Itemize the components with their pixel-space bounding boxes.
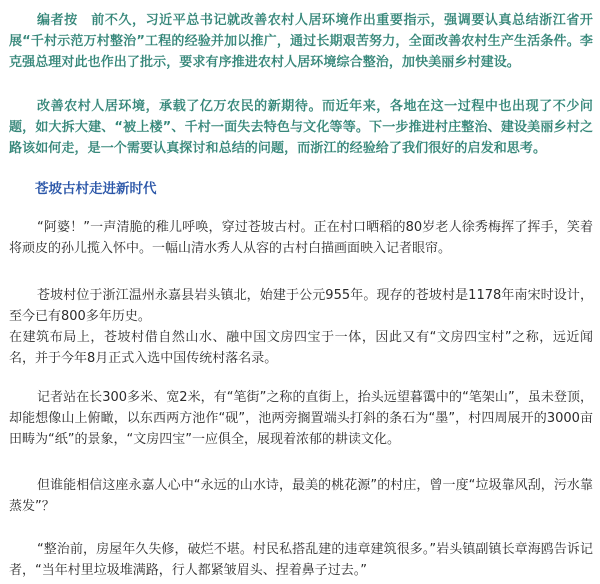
article-paragraph-2: 苍坡村位于浙江温州永嘉县岩头镇北，始建于公元955年。现存的苍坡村是1178年南宋时设计，至今已有800多年历史。 — [9, 288, 593, 324]
editor-note-paragraph-2: 改善农村人居环境，承载了亿万农民的新期待。而近年来，各地在这一过程中也出现了不少问题，如大拆大建、“被上楼”、千村一面失去特色与文化等等。下一步推进村庄整治、建设美丽乡村之路该如何走，是一个需要认真探讨和总结的问题，而浙江的经验给了我们很好的启发和思考。 — [9, 99, 593, 156]
article-paragraph-5: 但谁能相信这座永嘉人心中“永远的山水诗，最美的桃花源”的村庄，曾一度“垃圾靠风刮，污水靠蒸发”？ — [9, 478, 593, 514]
editor-note-paragraph-1: 编者按 前不久，习近平总书记就改善农村人居环境作出重要指示，强调要认真总结浙江省开展“千村示范万村整治”工程的经验并加以推广，通过长期艰苦努力，全面改善农村生产生活条件。李克强总理对此也作出了批示，要求有序推进农村人居环境综合整治，加快美丽乡村建设。 — [9, 13, 593, 70]
article-paragraph-6: “整治前，房屋年久失修，破烂不堪。村民私搭乱建的违章建筑很多。”岩头镇副镇长章海鸥告诉记者，“当年村里垃圾堆满路，行人都紧皱眉头、捏着鼻子过去。” — [9, 542, 593, 578]
section-title: 苍坡古村走进新时代 — [35, 181, 157, 197]
article-paragraph-4: 记者站在长300多米、宽2米，有“笔街”之称的直街上，抬头远望暮霭中的“笔架山”，虽未登顶，却能想像山上俯瞰，以东西两方池作“砚”，池两旁搁置端头打斜的条石为“墨”，村四周展开的3000亩田畴为“纸”的景象，“文房四宝”一应俱全，展现着浓郁的耕读文化。 — [9, 390, 593, 447]
article-paragraph-3: 在建筑布局上，苍坡村借自然山水、融中国文房四宝于一体，因此又有“文房四宝村”之称，远近闻名，并于今年8月正式入选中国传统村落名录。 — [9, 330, 593, 366]
article-paragraph-1: “阿婆！”一声清脆的稚儿呼唤，穿过苍坡古村。正在村口晒稻的80岁老人徐秀梅挥了挥手，笑着将顽皮的孙儿揽入怀中。一幅山清水秀人从容的古村白描画面映入记者眼帘。 — [9, 220, 593, 256]
